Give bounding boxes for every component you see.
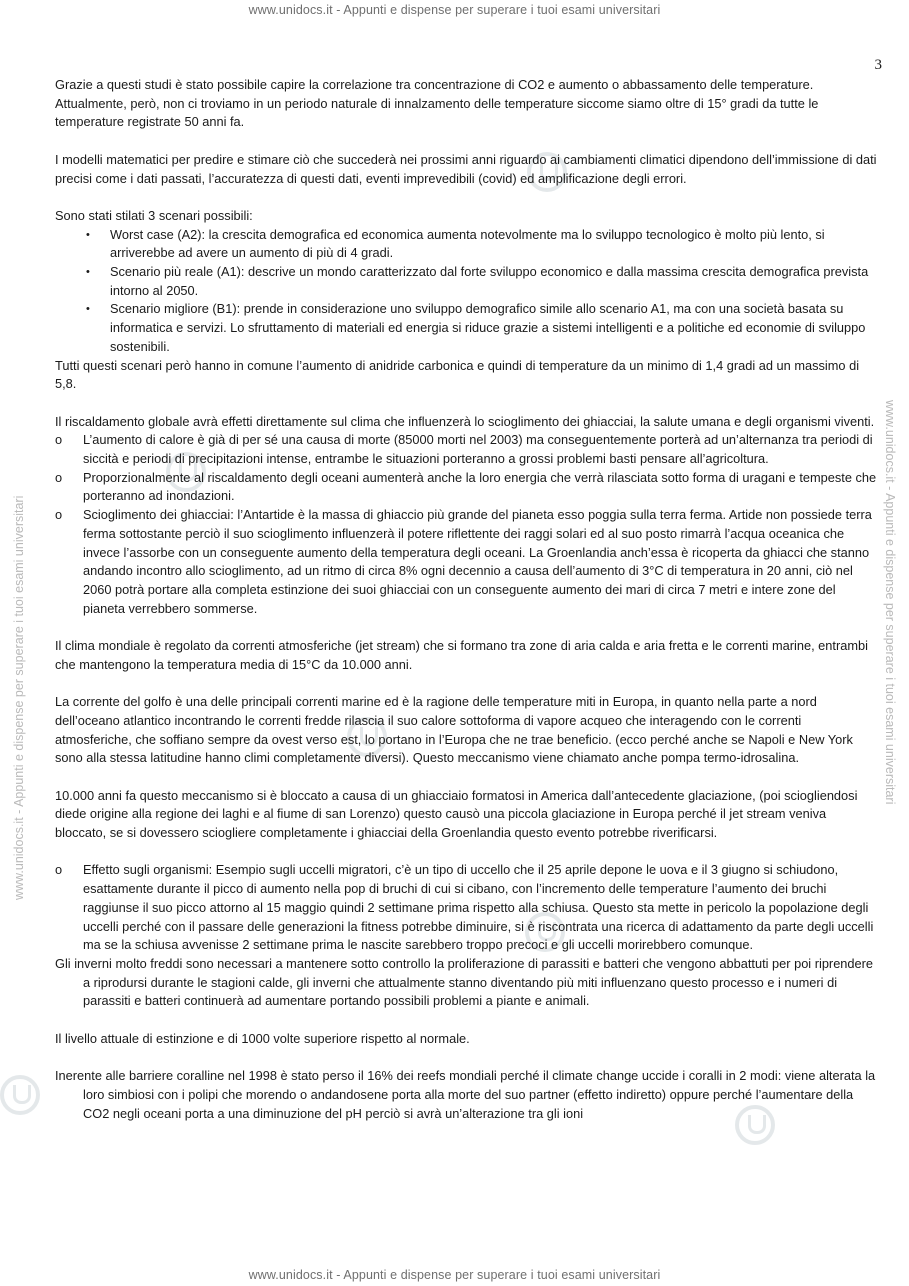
right-side-watermark: www.unidocs.it - Appunti e dispense per superare i tuoi esami universitari (883, 400, 897, 805)
list-item-text: Worst case (A2): la crescita demografica ed economica aumenta notevolmente ma lo sviluppo tecnologico è molto più lento, si arriverebbe ad avere un aumento di più di 4 gradi. (110, 226, 825, 261)
circle-bullet-icon: o (55, 432, 63, 448)
list-item (86, 300, 880, 356)
circle-bullet-icon: o (55, 507, 63, 523)
paragraph: 10.000 anni fa questo meccanismo si è bloccato a causa di un ghiacciaio formatosi in America dall’antecedente glaciazione, (poi sciogliendosi diede origine alla regione dei laghi e al fiume di san Lorenzo) questo causò una piccola glaciazione in Europa perché il jet stream veniva bloccato, se si dovessero sciogliere completamente i ghiacciai della Groenlandia questo evento potrebbe riverificarsi. (55, 787, 858, 841)
paragraph: Grazie a questi studi è stato possibile capire la correlazione tra concentrazione di CO2 e aumento o abbassamento delle temperature. Attualmente, però, non ci troviamo in un periodo naturale di innalzamento delle temperature siccome siamo oltre di 15° gradi da tutte le temperature registrate 50 anni fa. (55, 77, 819, 130)
organisms-list (55, 861, 880, 955)
list-item (86, 226, 880, 263)
bullet-icon: • (86, 228, 90, 241)
effects-list (55, 431, 880, 618)
scenario-list (55, 226, 880, 357)
header-watermark: www.unidocs.it - Appunti e dispense per superare i tuoi esami universitari (248, 3, 661, 17)
footer-watermark: www.unidocs.it - Appunti e dispense per superare i tuoi esami universitari (248, 1268, 661, 1282)
list-item (55, 469, 880, 506)
paragraph: Tutti questi scenari però hanno in comune l’aumento di anidride carbonica e quindi di temperature da un minimo di 1,4 gradi ad un massimo di 5,8. (55, 357, 860, 392)
list-item-text: Proporzionalmente al riscaldamento degli oceani aumenterà anche la loro energia che verrà rilasciata sotto forma di uragani e tempeste che porteranno ad inondazioni. (83, 469, 877, 504)
paragraph: Sono stati stilati 3 scenari possibili: (55, 207, 253, 223)
list-item-text: L’aumento di calore è già di per sé una causa di morte (85000 morti nel 2003) ma conseguentemente porterà ad un’alternanza tra periodi di siccità e periodi di precipitazioni intense, entrambe le situazioni porteranno a grossi problemi basti pensare all’agricoltura. (83, 432, 873, 467)
paragraph: Inerente alle barriere coralline nel 1998 è stato perso il 16% dei reefs mondiali perché il climate change uccide i coralli in 2 modi: viene alterata la loro simbiosi con i polipi che morendo o andandosene porta alla morte del suo partner (effetto indiretto) oppure perché l’aumentare della CO2 negli oceani porta a una diminuzione del pH perciò si avrà un’alterazione tra gli ioni (55, 1068, 876, 1121)
paragraph: I modelli matematici per predire e stimare ciò che succederà nei prossimi anni riguardo ai cambiamenti climatici dipendono dell’immissione di dati precisi come i dati passati, l’accuratezza di questi dati, eventi imprevedibili (covid) ed amplificazione degli errori. (55, 151, 877, 186)
list-item (55, 861, 880, 955)
circle-bullet-icon: o (55, 469, 63, 485)
document-body (55, 76, 880, 1123)
bullet-icon: • (86, 266, 90, 278)
paragraph: La corrente del golfo è una delle principali correnti marine ed è la ragione delle temperature miti in Europa, in quanto nella parte a nord dell’oceano atlantico incontrando le correnti fredde rilascia il suo calore sottoforma di vapore acqueo che interagendo con le correnti atmosferiche, che soffiano sempre da ovest verso est, lo portano in l’Europa che ne trae beneficio. (ecco perché anche se Napoli e New York sono alla stessa latitudine hanno climi completamente diversi). Questo meccanismo viene chiamato anche pompa termo-idrosalina. (55, 694, 853, 766)
bullet-icon: • (86, 303, 90, 316)
list-item-text: Scenario più reale (A1): descrive un mondo caratterizzato dal forte sviluppo economico e dalla massima crescita demografica prevista intorno al 2050. (110, 264, 869, 298)
paragraph: Il clima mondiale è regolato da correnti atmosferiche (jet stream) che si formano tra zone di aria calda e aria fretta e le correnti marine, entrambi che mantengono la temperatura media di 15°C da 10.000 anni. (55, 638, 868, 672)
list-item-text: Scioglimento dei ghiacciai: l’Antartide è la massa di ghiaccio più grande del pianeta esso poggia sulla terra ferma. Artide non possiede terra ferma sottostante perciò il suo scioglimento influenzerà il potere riflettente dei raggi solari ed al suo posto rimarrà l’acqua oceanica che invece l’assorbe con un conseguente aumento della temperatura degli oceani. La Groenlandia anch’essa è ricoperta da ghiacci che stanno andando incontro allo scioglimento, ad un ritmo di circa 8% ogni decennio a causa dell’aumento di 3°C di temperatura in 20 anni, ciò nel 2060 potrà portare alla completa estinzione dei suoi ghiacciai con un conseguente aumento dei mari di circa 7 metri e intere zone del pianeta verrebbero sommerse. (83, 507, 872, 616)
paragraph: Il riscaldamento globale avrà effetti direttamente sul clima che influenzerà lo scioglimento dei ghiacciai, la salute umana e degli organismi viventi. (55, 413, 875, 429)
list-item-text: Effetto sugli organismi: Esempio sugli uccelli migratori, c’è un tipo di uccello che il 25 aprile depone le uova e il 3 giugno si schiudono, esattamente durante il picco di aumento nella pop di bruchi di cui si cibano, con l’incremento delle temperature l’aumento dei bruchi raggiunse il suo picco attorno al 15 maggio quindi 2 settimane prima rispetto alla schiusa. Questo sta mette in pericolo la popolazione degli uccelli perché con il passare delle generazioni la fitness potrebbe diminuire, si è riscontrata una ricerca di adattamento da parte degli uccelli ma se la schiusa avvenisse 2 settimane prima le nascite sarebbero troppo precoci e gli uccelli morirebbero comunque. (83, 862, 874, 953)
circle-bullet-icon: o (55, 862, 63, 878)
paragraph: Gli inverni molto freddi sono necessari a mantenere sotto controllo la proliferazione di parassiti e batteri che vengono abbattuti per poi riprendere a riprodursi durante le stagioni calde, gli inverni che attualmente stanno diventando più miti influenzano questo processo e i numeri di parassiti e batteri continuerà ad aumentare portando possibili problemi a piante e animali. (55, 955, 874, 1009)
list-item (55, 431, 880, 468)
page-number: 3 (874, 57, 882, 73)
list-item-text: Scenario migliore (B1): prende in considerazione uno sviluppo demografico simile allo scenario A1, ma con una società basata su informatica e servizi. Lo sfruttamento di materiali ed energia si riduce grazie a sistemi intelligenti e a politiche ed economie di sviluppo sostenibili. (110, 301, 866, 354)
watermark-logo-icon (0, 1075, 40, 1115)
list-item (86, 263, 880, 300)
left-side-watermark: www.unidocs.it - Appunti e dispense per superare i tuoi esami universitari (12, 495, 26, 900)
list-item (55, 506, 880, 618)
paragraph: Il livello attuale di estinzione e di 1000 volte superiore rispetto al normale. (55, 1030, 470, 1046)
